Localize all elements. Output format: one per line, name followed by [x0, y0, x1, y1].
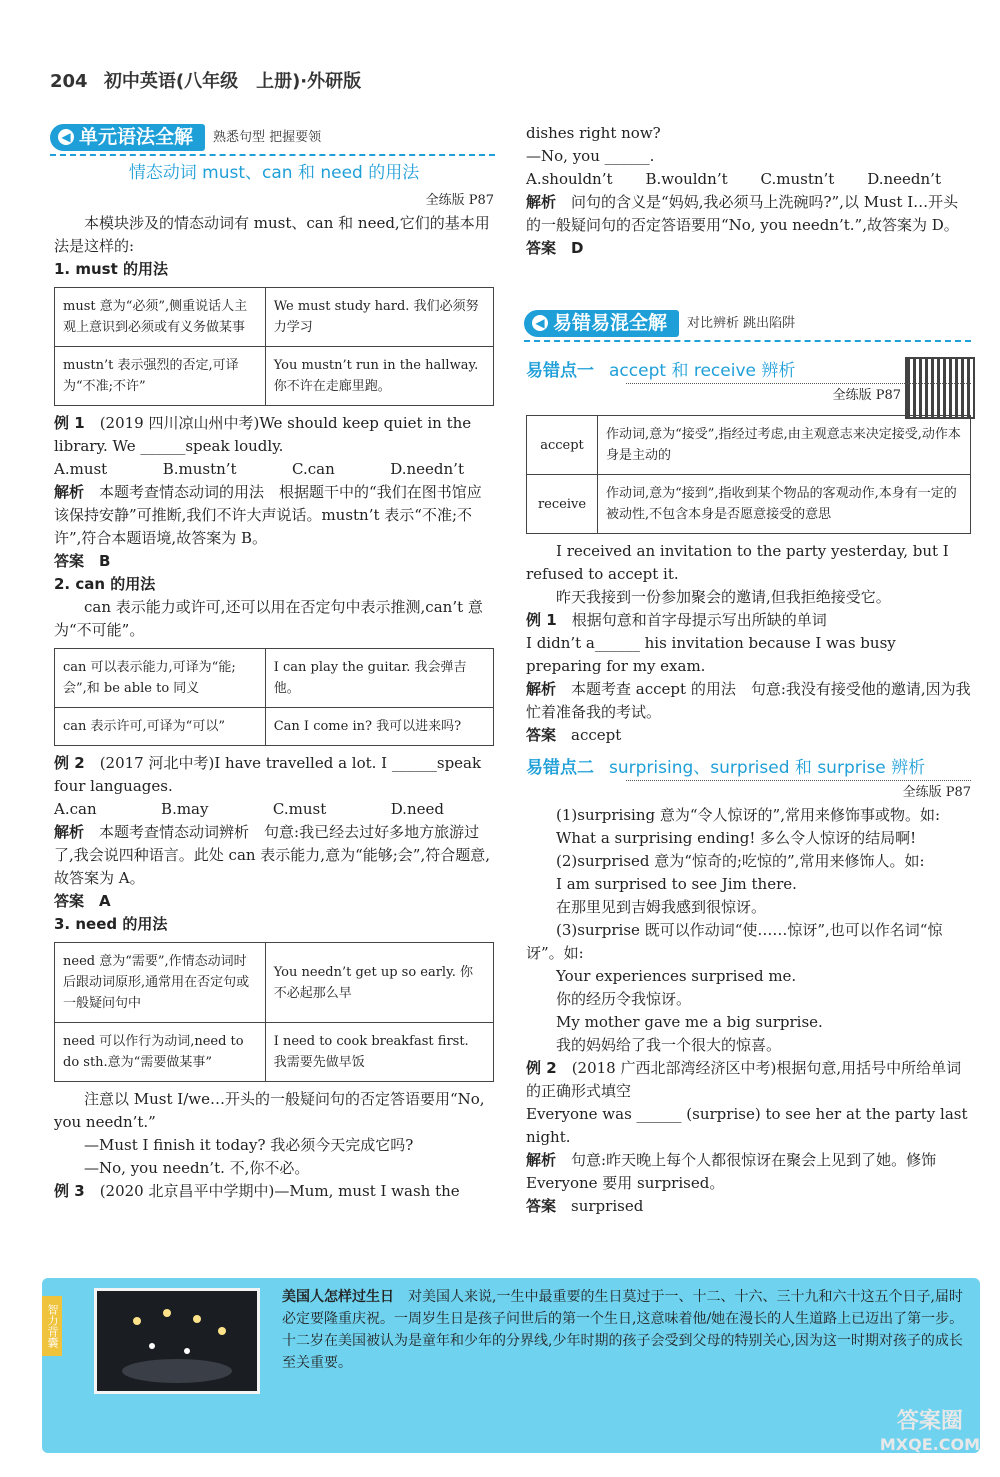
table-cell: accept	[527, 416, 598, 475]
answer-label: 答案	[526, 1197, 557, 1215]
book-title: 初中英语(八年级 上册)·外研版	[103, 71, 362, 92]
table-row	[55, 649, 494, 708]
left-column	[54, 162, 494, 1203]
section-can: 2. can 的用法	[54, 575, 156, 593]
example-1-answer	[54, 550, 494, 573]
note-dialog-2: —No, you needn’t. 不,你不必。	[84, 1159, 310, 1177]
surprise-line: My mother gave me a big surprise.	[556, 1013, 823, 1031]
right-column-top	[526, 122, 971, 260]
surprise-line: 我的妈妈给了我一个很大的惊喜。	[556, 1036, 782, 1054]
answer-value: accept	[571, 726, 622, 744]
point-1-exercise	[526, 609, 971, 632]
note-must: 注意以 Must I/we…开头的一般疑问句的否定答语要用“No, you needn’t.”	[54, 1090, 485, 1131]
option: B.mustn’t	[162, 460, 237, 478]
example-label: 例 3	[54, 1182, 85, 1200]
table-cell: I can play the guitar. 我会弹吉他。	[265, 649, 493, 708]
option: D.needn’t	[867, 170, 941, 188]
option: A.shouldn’t	[526, 170, 613, 188]
analysis-label: 解析	[526, 680, 557, 698]
point-2-answer	[526, 1195, 971, 1218]
grammar-banner	[50, 122, 495, 152]
accept-receive-table	[526, 415, 971, 534]
surprise-line: 在那里见到吉姆我感到很惊讶。	[556, 898, 767, 916]
grammar-banner-label: 单元语法全解	[79, 125, 194, 148]
note-dialog-1: —Must I finish it today? 我必须今天完成它吗?	[84, 1136, 414, 1154]
analysis-label: 解析	[54, 483, 85, 501]
ref-p87: 全练版 P87	[425, 193, 494, 208]
example-2-analysis	[54, 821, 494, 890]
table-cell: need 意为“需要”,作情态动词时后跟动词原形,通常用在否定句或一般疑问句中	[55, 943, 266, 1023]
example-label: 例 1	[526, 611, 557, 629]
trivia-box	[42, 1278, 980, 1453]
example-question: 根据句意和首字母提示写出所缺的单词	[571, 611, 827, 629]
trivia-title: 美国人怎样过生日	[282, 1289, 394, 1305]
example-2-answer	[54, 890, 494, 913]
example-1	[54, 412, 494, 458]
example-text: (2017 河北中考)I have travelled a lot. I ______speak four languages.	[54, 754, 482, 795]
example-label: 例 2	[54, 754, 85, 772]
example-3-cont: dishes right now?	[526, 124, 661, 142]
table-cell: need 可以作行为动词,need to do sth.意为“需要做某事”	[55, 1023, 266, 1082]
analysis-text: 本题考查情态动词辨析 句意:我已经去过好多地方旅游过了,我会说四种语言。此处 can 表示能力,意为“能够;会”,符合题意,故答案为 A。	[54, 823, 491, 887]
confusion-banner-title	[524, 310, 679, 337]
table-row	[527, 475, 971, 534]
option: C.mustn’t	[760, 170, 835, 188]
table-row	[55, 1023, 494, 1082]
watermark-line: 答案圈	[896, 1409, 963, 1434]
surprise-line: (2)surprised 意为“惊奇的;吃惊的”,常用来修饰人。如:	[556, 852, 925, 870]
must-table	[54, 287, 494, 406]
banner-divider	[524, 340, 971, 342]
answer-label: 答案	[54, 892, 85, 910]
table-row	[55, 943, 494, 1023]
example-1-analysis	[54, 481, 494, 550]
option: A.must	[54, 460, 108, 478]
grammar-banner-sub: 熟悉句型 把握要领	[213, 129, 322, 145]
right-column	[526, 360, 971, 1218]
point-1-heading	[526, 360, 971, 383]
example-question: (2018 广西北部湾经济区中考)根据句意,用括号中所给单词的正确形式填空	[526, 1059, 962, 1100]
table-row	[55, 288, 494, 347]
point-1-analysis	[526, 678, 971, 724]
table-cell: mustn’t 表示强烈的否定,可译为“不准;不许”	[55, 347, 266, 406]
surprise-line: (3)surprise 既可以作动词“使……惊讶”,也可以作名词“惊讶”。如:	[526, 921, 943, 962]
table-cell: 作动词,意为“接受”,指经过考虑,由主观意志来决定接受,动作本身是主动的	[598, 416, 971, 475]
point-1-answer	[526, 724, 971, 747]
example-3-answer	[526, 237, 971, 260]
option: A.can	[54, 800, 97, 818]
example-3	[54, 1180, 494, 1203]
example-text: (2019 四川凉山州中考)We should keep quiet in the library. We ______speak loudly.	[54, 414, 472, 455]
confusion-banner	[524, 308, 971, 338]
example-2	[54, 752, 494, 798]
speaker-icon: ◀	[58, 129, 74, 145]
analysis-text: 句意:昨天晚上每个人都很惊讶在聚会上见到了她。修饰 Everyone 要用 surprised。	[526, 1151, 937, 1192]
option: C.must	[272, 800, 327, 818]
surprise-line: 你的经历令我惊讶。	[556, 990, 692, 1008]
option: B.wouldn’t	[645, 170, 728, 188]
answer-label: 答案	[526, 239, 557, 257]
table-cell: must 意为“必须”,侧重说话人主观上意识到必须或有义务做某事	[55, 288, 266, 347]
option: C.can	[292, 460, 335, 478]
analysis-text: 本题考查情态动词的用法 根据题干中的“我们在图书馆应该保持安静”可推断,我们不许大声说话。mustn’t 表示“不准;不许”,符合本题语境,故答案为 B。	[54, 483, 482, 547]
trivia-tag: 智力背囊	[42, 1296, 62, 1356]
analysis-text: 本题考查 accept 的用法 句意:我没有接受他的邀请,因为我忙着准备我的考试。	[526, 680, 971, 721]
table-cell: 作动词,意为“接到”,指收到某个物品的客观动作,本身有一定的被动性,不包含本身是否愿意接受的意思	[598, 475, 971, 534]
option: D.needn’t	[390, 460, 464, 478]
analysis-label: 解析	[54, 823, 85, 841]
speaker-icon: ◀	[532, 315, 548, 331]
surprise-line: I am surprised to see Jim there.	[556, 875, 797, 893]
table-cell: I need to cook breakfast first. 我需要先做早饭	[265, 1023, 493, 1082]
point-label: 易错点二	[526, 758, 594, 778]
table-row	[55, 347, 494, 406]
example-3-options	[526, 168, 971, 191]
table-cell: You needn’t get up so early. 你不必起那么早	[265, 943, 493, 1023]
analysis-label: 解析	[526, 1151, 557, 1169]
can-table	[54, 648, 494, 746]
point-label: 易错点一	[526, 361, 594, 381]
grammar-intro: 本模块涉及的情态动词有 must、can 和 need,它们的基本用法是这样的:	[54, 214, 490, 255]
confusion-banner-sub: 对比辨析 跳出陷阱	[687, 315, 796, 331]
answer-label: 答案	[54, 552, 85, 570]
point-1-example-cn: 昨天我接到一份参加聚会的邀请,但我拒绝接受它。	[556, 588, 891, 606]
option: B.may	[161, 800, 209, 818]
analysis-text: 问句的含义是“妈妈,我必须马上洗碗吗?”,以 Must I…开头的一般疑问句的否定答语要用“No, you needn’t.”,故答案为 D。	[526, 193, 959, 234]
answer-value: A	[99, 892, 111, 910]
grammar-banner-title	[50, 124, 205, 151]
banner-divider	[50, 154, 495, 156]
point-title: accept 和 receive 辨析	[609, 361, 796, 381]
point-2-heading	[526, 757, 971, 780]
surprise-line: Your experiences surprised me.	[556, 967, 797, 985]
example-2-options	[54, 798, 494, 821]
example-1-options	[54, 458, 494, 481]
point-1-example-en: I received an invitation to the party yesterday, but I refused to accept it.	[526, 542, 949, 583]
section-need: 3. need 的用法	[54, 915, 168, 933]
answer-label: 答案	[526, 726, 557, 744]
answer-value: surprised	[571, 1197, 644, 1215]
table-cell: Can I come in? 我可以进来吗?	[265, 708, 493, 746]
point-2-exercise	[526, 1057, 971, 1103]
grammar-topic: 情态动词 must、can 和 need 的用法	[128, 163, 420, 183]
surprise-line: What a surprising ending! 多么令人惊讶的结局啊!	[556, 829, 917, 847]
point-2-analysis	[526, 1149, 971, 1195]
birthday-cake-photo	[94, 1288, 260, 1394]
ref-p87: 全练版 P87	[626, 780, 971, 804]
confusion-banner-label: 易错易混全解	[553, 311, 668, 334]
example-text: (2020 北京昌平中学期中)—Mum, must I wash the	[99, 1182, 460, 1200]
example-label: 例 2	[526, 1059, 557, 1077]
trivia-body: 对美国人来说,一生中最重要的生日莫过于一、十二、十六、三十九和六十这五个日子,届时必定要隆重庆祝。一周岁生日是孩子问世后的第一个生日,这意味着他/她在漫长的人生道路上已迈出了第一步。十二岁在美国被认为是童年和少年的分界线,少年时期的孩子会受到父母的特别关心,因为这一时期对孩子的成长至关重要。	[282, 1289, 964, 1371]
point-title: surprising、surprised 和 surprise 辨析	[609, 758, 926, 778]
table-cell: can 表示许可,可译为“可以”	[55, 708, 266, 746]
table-cell: can 可以表示能力,可译为“能;会”,和 be able to 同义	[55, 649, 266, 708]
page-number: 204	[50, 71, 88, 92]
table-cell: receive	[527, 475, 598, 534]
watermark	[880, 1410, 980, 1456]
table-cell: We must study hard. 我们必须努力学习	[265, 288, 493, 347]
surprise-line: (1)surprising 意为“令人惊讶的”,常用来修饰事或物。如:	[556, 806, 941, 824]
example-label: 例 1	[54, 414, 85, 432]
section-must: 1. must 的用法	[54, 260, 168, 278]
need-table	[54, 942, 494, 1082]
ref-p87: 全练版 P87	[626, 383, 971, 407]
page-header	[50, 70, 361, 93]
example-3-analysis	[526, 191, 971, 237]
trivia-text	[282, 1286, 966, 1374]
watermark-line: MXQE.COM	[879, 1435, 980, 1454]
table-row	[55, 708, 494, 746]
table-row	[527, 416, 971, 475]
candles-icon	[97, 1291, 257, 1391]
answer-value: B	[99, 552, 111, 570]
point-1-exercise-text: I didn’t a______ his invitation because I was busy preparing for my exam.	[526, 634, 896, 675]
table-cell: You mustn’t run in the hallway. 你不许在走廊里跑。	[265, 347, 493, 406]
point-2-exercise-text: Everyone was ______ (surprise) to see her at the party last night.	[526, 1105, 968, 1146]
example-3-cont: —No, you ______.	[526, 147, 655, 165]
analysis-label: 解析	[526, 193, 557, 211]
option: D.need	[390, 800, 444, 818]
can-intro: can 表示能力或许可,还可以用在否定句中表示推测,can’t 意为“不可能”。	[54, 598, 483, 639]
answer-value: D	[571, 239, 584, 257]
